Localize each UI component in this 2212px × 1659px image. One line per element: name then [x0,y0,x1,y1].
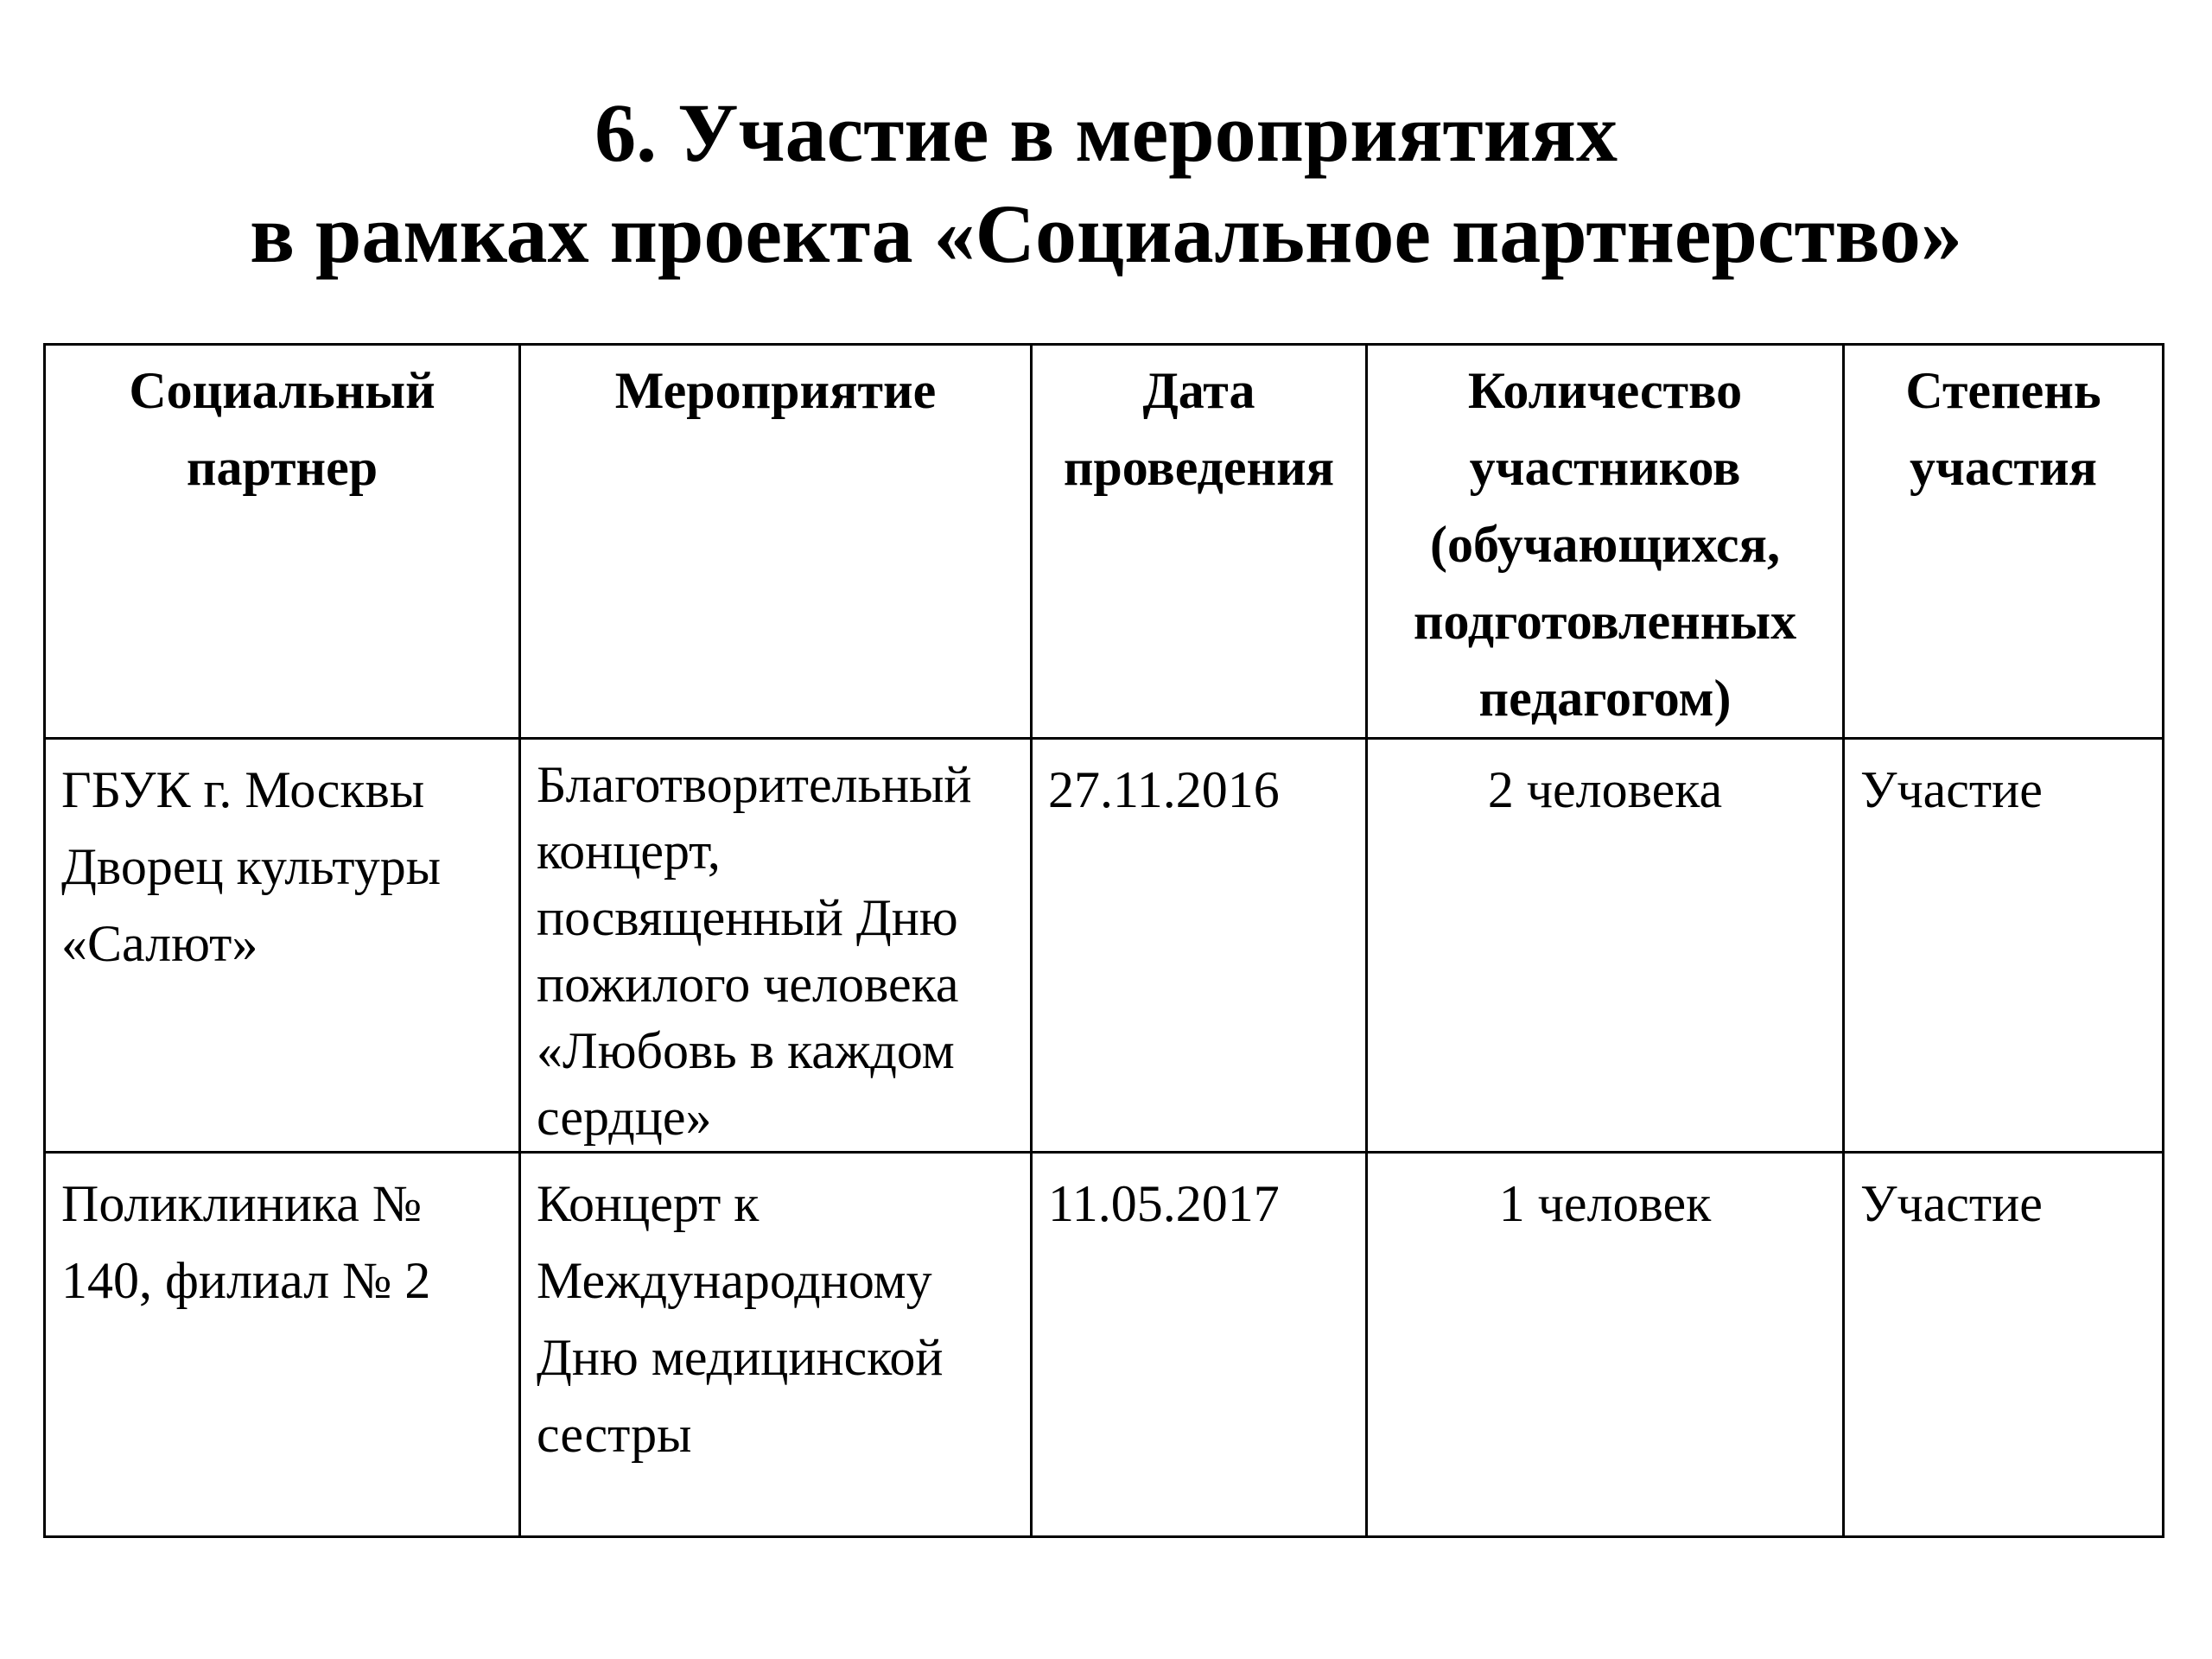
cell-partner: Поликлиника № 140, филиал № 2 [45,1153,520,1537]
cell-degree: Участие [1844,739,2164,1153]
events-table [43,343,2164,1538]
cell-degree: Участие [1844,1153,2164,1537]
cell-date: 27.11.2016 [1032,739,1367,1153]
title-line-1: 6. Участие в мероприятиях [594,86,1618,179]
cell-event: Концерт к Международному Дню медицинской сестры [520,1153,1032,1537]
header-degree: Степень участия [1844,345,2164,739]
header-event: Мероприятие [520,345,1032,739]
cell-partner: ГБУК г. Москвы Дворец культуры «Салют» [45,739,520,1153]
table-row [45,739,2164,1153]
cell-participants: 1 человек [1367,1153,1844,1537]
title-line-2: в рамках проекта «Социальное партнерство» [250,188,1962,280]
cell-event: Благотворительный концерт, посвященный Дню пожилого человека «Любовь в каждом сердце» [520,739,1032,1153]
slide-title [0,82,2212,284]
cell-date: 11.05.2017 [1032,1153,1367,1537]
cell-participants: 2 человека [1367,739,1844,1153]
table-header-row [45,345,2164,739]
header-date: Дата проведения [1032,345,1367,739]
header-partner: Социальный партнер [45,345,520,739]
table-row [45,1153,2164,1537]
header-participants: Количество участников (обучающихся, подготовленных педагогом) [1367,345,1844,739]
